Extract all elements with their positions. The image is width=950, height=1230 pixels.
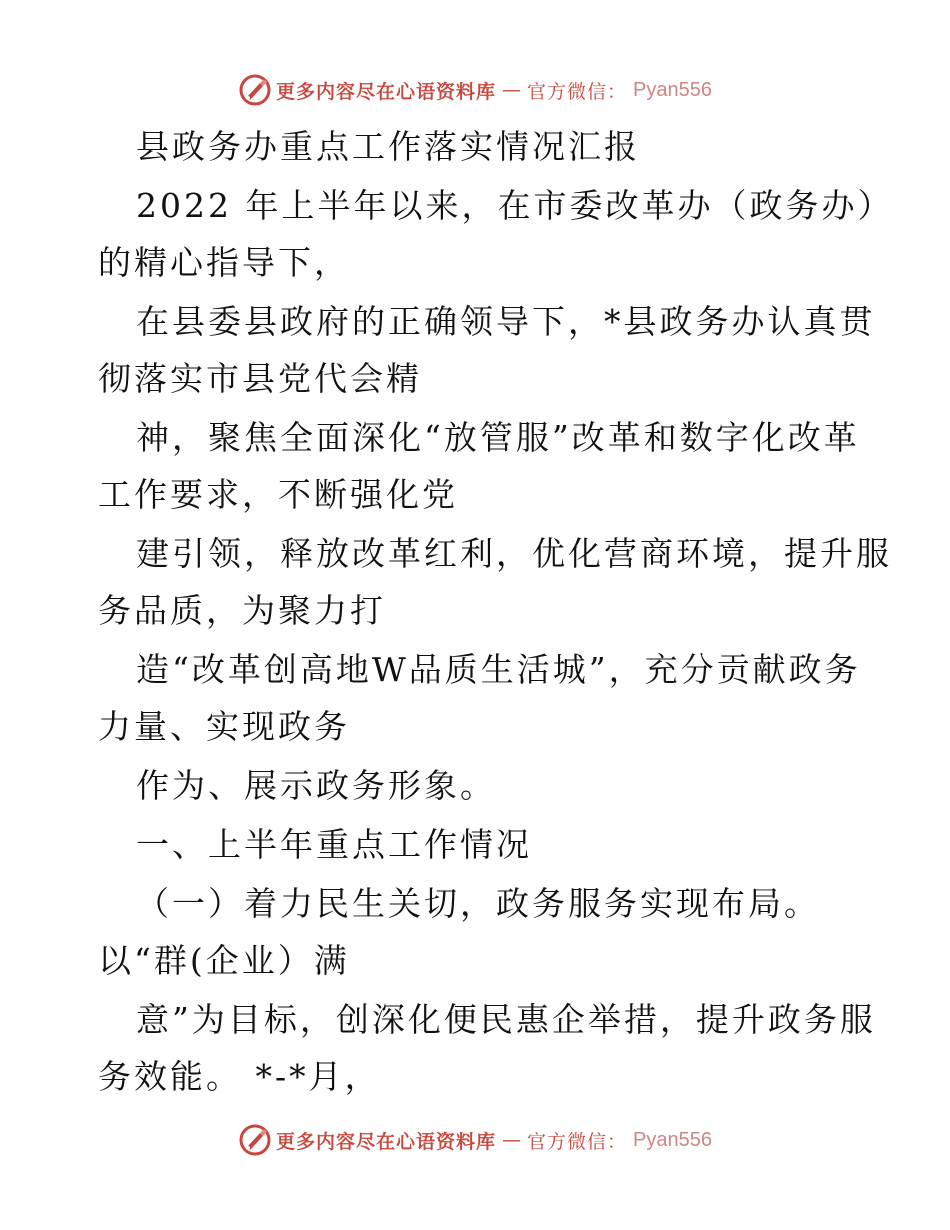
paragraph-line: 彻落实市县党代会精 [98, 359, 422, 398]
watermark-text: 更多内容尽在心语资料库 [276, 80, 497, 103]
watermark-label: 官方微信： [527, 1130, 628, 1153]
section-heading: 一、上半年重点工作情况 [136, 825, 532, 864]
paragraph-line: 作为、展示政务形象。 [136, 766, 496, 805]
watermark-id: Pyan556 [633, 78, 712, 101]
watermark-dash: — [502, 1129, 522, 1151]
paragraph-line: 神，聚焦全面深化“放管服”改革和数字化改革 [136, 418, 860, 457]
paragraph-line: 建引领，释放改革红利，优化营商环境，提升服 [136, 534, 892, 573]
paragraph-line: 务效能。 *-*月， [98, 1057, 381, 1096]
paragraph-line: 造“改革创高地W品质生活城”，充分贡献政务 [136, 650, 861, 689]
watermark-header [0, 70, 950, 110]
watermark-text: 更多内容尽在心语资料库 [276, 1130, 497, 1153]
paragraph-line: 务品质，为聚力打 [98, 591, 386, 630]
document-title: 县政务办重点工作落实情况汇报 [136, 127, 640, 166]
paragraph-line: 2022 年上半年以来，在市委改革办（政务办） [136, 186, 894, 225]
watermark-id: Pyan556 [633, 1128, 712, 1151]
watermark-footer [0, 1120, 950, 1160]
watermark-label: 官方微信： [527, 80, 628, 103]
paragraph-line: 意”为目标，创深化便民惠企举措，提升政务服 [136, 1000, 876, 1039]
paragraph-line: 在县委县政府的正确领导下，*县政务办认真贯 [136, 302, 876, 341]
paragraph-line: 工作要求，不断强化党 [98, 475, 458, 514]
paragraph-line: 的精心指导下， [98, 243, 350, 282]
logo-icon [238, 73, 272, 107]
subsection-heading: （一）着力民生关切，政务服务实现布局。 [136, 884, 820, 923]
paragraph-line: 力量、实现政务 [98, 707, 350, 746]
paragraph-line: 以“群(企业）满 [98, 941, 350, 980]
logo-icon [238, 1123, 272, 1157]
watermark-dash: — [502, 79, 522, 101]
